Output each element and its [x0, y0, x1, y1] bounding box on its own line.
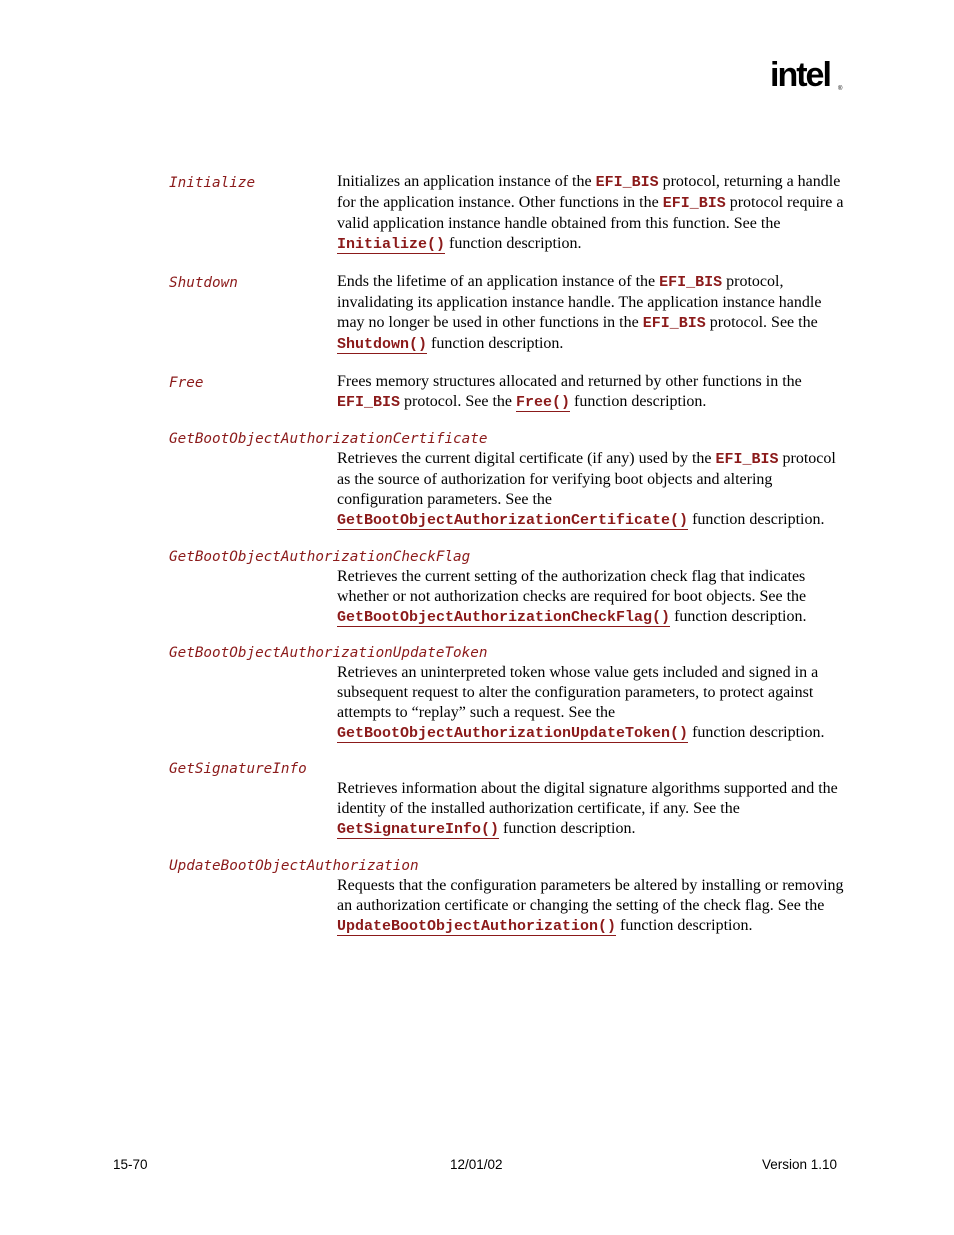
footer-version: Version 1.10 [762, 1157, 838, 1172]
function-name: Free [169, 375, 204, 391]
function-reference-link[interactable]: GetSignatureInfo() [337, 821, 500, 838]
description-text: protocol, returning a handle for the application instance. Other functions in the [337, 173, 841, 211]
description-text: function description. [499, 820, 636, 837]
description-text: Retrieves the current digital certificate (if any) used by the [337, 450, 716, 467]
intel-registered-mark: ® [838, 86, 843, 92]
description-text: protocol. See the [705, 314, 818, 331]
function-reference-link[interactable]: GetBootObjectAuthorizationCheckFlag() [337, 609, 671, 626]
function-reference-link[interactable]: Shutdown() [337, 336, 428, 353]
function-entry-update-authorization [0, 856, 954, 937]
function-entry-initialize [0, 172, 954, 255]
function-entry-get-signature-info [0, 759, 954, 840]
description-text: protocol. See the [400, 393, 516, 410]
description-text: Retrieves information about the digital signature algorithms supported and the identity of the installed authorization certificate, if any. See the [337, 780, 838, 817]
description-text: function description. [688, 724, 825, 741]
protocol-name-code: EFI_BIS [659, 274, 723, 291]
function-entry-get-check-flag [0, 547, 954, 628]
function-entry-shutdown [0, 272, 954, 355]
function-list [0, 172, 954, 937]
function-description [337, 372, 845, 413]
description-text: function description. [688, 511, 825, 528]
function-description [337, 663, 845, 744]
function-name: GetBootObjectAuthorizationCertificate [169, 431, 488, 447]
function-description [337, 272, 845, 355]
function-reference-link[interactable]: Free() [515, 394, 570, 411]
description-text: protocol as the source of authorization for verifying boot objects and altering configuration parameters. See the [337, 450, 836, 508]
function-reference-link[interactable]: GetBootObjectAuthorizationUpdateToken() [337, 725, 689, 742]
description-text: Ends the lifetime of an application instance of the [337, 273, 660, 290]
function-reference-link[interactable]: GetBootObjectAuthorizationCertificate() [337, 512, 689, 529]
intel-logo [770, 56, 845, 104]
description-text: function description. [427, 335, 564, 352]
footer-date: 12/01/02 [450, 1157, 503, 1172]
function-reference-link[interactable]: UpdateBootObjectAuthorization() [337, 918, 617, 935]
description-text: Frees memory structures allocated and returned by other functions in the [337, 373, 802, 390]
description-text: Initializes an application instance of the [337, 173, 596, 190]
description-text: function description. [570, 393, 707, 410]
function-name: UpdateBootObjectAuthorization [169, 858, 419, 874]
protocol-name-code: EFI_BIS [715, 451, 779, 468]
protocol-name-code: EFI_BIS [595, 174, 659, 191]
description-text: Retrieves an uninterpreted token whose value gets included and signed in a subsequent request to alter the configuration parameters, to protect against attempts to “replay” such a request. See the [337, 664, 819, 721]
protocol-name-code: EFI_BIS [642, 315, 706, 332]
description-text: Requests that the configuration parameters be altered by installing or removing an authorization certificate or changing the setting of the check flag. See the [337, 877, 844, 914]
function-description [337, 876, 845, 937]
description-text: function description. [445, 235, 582, 252]
function-description [337, 779, 845, 840]
description-text: protocol, invalidating its application instance handle. The application instance handle may no longer be used in other functions in the [337, 273, 822, 331]
footer-page-number: 15-70 [113, 1157, 148, 1172]
function-name: GetBootObjectAuthorizationCheckFlag [169, 549, 471, 565]
protocol-name-code: EFI_BIS [337, 394, 401, 411]
function-name: Initialize [169, 175, 256, 191]
function-reference-link[interactable]: Initialize() [337, 236, 446, 253]
function-entry-get-update-token [0, 643, 954, 744]
protocol-name-code: EFI_BIS [662, 195, 726, 212]
function-entry-free [0, 372, 954, 413]
description-text: function description. [616, 917, 753, 934]
function-description [337, 449, 845, 531]
function-entry-get-certificate [0, 429, 954, 531]
description-text: function description. [670, 608, 807, 625]
function-description [337, 567, 845, 628]
function-description [337, 172, 845, 255]
intel-logo-text: intel [770, 56, 830, 94]
function-name: GetBootObjectAuthorizationUpdateToken [169, 645, 488, 661]
function-name: GetSignatureInfo [169, 761, 307, 777]
description-text: Retrieves the current setting of the authorization check flag that indicates whether or not authorization checks are required for boot objects. See the [337, 568, 807, 605]
function-name: Shutdown [169, 275, 238, 291]
description-text: protocol require a valid application instance handle obtained from this function. See the [337, 194, 844, 232]
